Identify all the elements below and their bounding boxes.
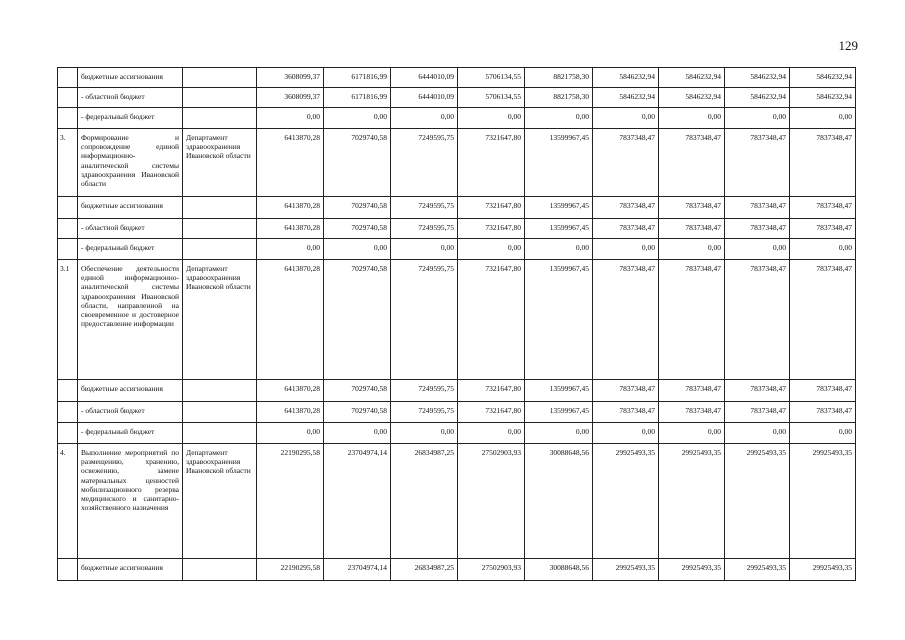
row-number-cell <box>58 219 78 239</box>
value-cell: 29925493,35 <box>790 559 856 581</box>
value-cell: 0,00 <box>659 423 725 444</box>
value-cell: 27502903,93 <box>458 444 525 559</box>
table-row <box>58 129 856 197</box>
executor-cell: Департамент здравоохранения Ивановской области <box>183 129 257 197</box>
table-row <box>58 559 856 581</box>
value-cell: 7837348,47 <box>790 402 856 423</box>
table-row <box>58 219 856 239</box>
value-cell: 23704974,14 <box>324 559 391 581</box>
value-cell: 7837348,47 <box>659 380 725 402</box>
item-name-cell: Выполнение мероприятий по размещению, хранению, освежению, замене материальных ценностей мобилизационного резерва медицинского и санитарно-хозяйственного назначения <box>78 444 183 559</box>
value-cell: 7029740,58 <box>324 129 391 197</box>
value-cell: 7837348,47 <box>593 402 659 423</box>
value-cell: 7837348,47 <box>790 219 856 239</box>
value-cell: 0,00 <box>790 108 856 129</box>
value-cell: 7837348,47 <box>790 129 856 197</box>
value-cell: 30088648,56 <box>525 559 593 581</box>
page-number: 129 <box>838 38 858 53</box>
value-cell: 0,00 <box>725 423 790 444</box>
value-cell: 7029740,58 <box>324 197 391 219</box>
value-cell: 7837348,47 <box>725 219 790 239</box>
executor-cell <box>183 197 257 219</box>
value-cell: 0,00 <box>593 239 659 260</box>
item-name-cell: бюджетные ассигнования <box>78 559 183 581</box>
value-cell: 6413870,28 <box>257 197 324 219</box>
value-cell: 7249595,75 <box>391 129 458 197</box>
table-row <box>58 88 856 108</box>
executor-cell <box>183 88 257 108</box>
value-cell: 7249595,75 <box>391 197 458 219</box>
item-name-cell: - областной бюджет <box>78 219 183 239</box>
item-name-cell: - федеральный бюджет <box>78 239 183 260</box>
value-cell: 0,00 <box>525 108 593 129</box>
value-cell: 7837348,47 <box>659 197 725 219</box>
value-cell: 0,00 <box>659 108 725 129</box>
value-cell: 6413870,28 <box>257 260 324 380</box>
value-cell: 7837348,47 <box>725 380 790 402</box>
value-cell: 0,00 <box>725 239 790 260</box>
table-row <box>58 239 856 260</box>
value-cell: 13599967,45 <box>525 260 593 380</box>
row-number-cell <box>58 423 78 444</box>
table-row <box>58 423 856 444</box>
value-cell: 13599967,45 <box>525 380 593 402</box>
value-cell: 7249595,75 <box>391 219 458 239</box>
value-cell: 7321647,80 <box>458 219 525 239</box>
row-number-cell <box>58 88 78 108</box>
value-cell: 7029740,58 <box>324 219 391 239</box>
budget-table <box>57 67 856 581</box>
value-cell: 5846232,94 <box>659 68 725 88</box>
executor-cell <box>183 239 257 260</box>
value-cell: 0,00 <box>324 423 391 444</box>
executor-cell <box>183 108 257 129</box>
value-cell: 0,00 <box>525 239 593 260</box>
value-cell: 0,00 <box>525 423 593 444</box>
value-cell: 5846232,94 <box>790 88 856 108</box>
value-cell: 0,00 <box>659 239 725 260</box>
value-cell: 7837348,47 <box>593 260 659 380</box>
table-row <box>58 260 856 380</box>
value-cell: 7029740,58 <box>324 260 391 380</box>
item-name-cell: бюджетные ассигнования <box>78 197 183 219</box>
value-cell: 29925493,35 <box>659 559 725 581</box>
executor-cell <box>183 402 257 423</box>
row-number-cell <box>58 239 78 260</box>
row-number-cell <box>58 380 78 402</box>
table-row <box>58 108 856 129</box>
table-row <box>58 380 856 402</box>
value-cell: 7837348,47 <box>725 402 790 423</box>
table-row <box>58 68 856 88</box>
value-cell: 6444010,09 <box>391 88 458 108</box>
row-number-cell: 4. <box>58 444 78 559</box>
value-cell: 7837348,47 <box>725 129 790 197</box>
table-row <box>58 197 856 219</box>
item-name-cell: Обеспечение деятельности единой информационно-аналитической системы здравоохранения Ивановской области, направленной на своевременное и достоверное предоставление информации <box>78 260 183 380</box>
value-cell: 7029740,58 <box>324 402 391 423</box>
value-cell: 5706134,55 <box>458 68 525 88</box>
executor-cell <box>183 68 257 88</box>
value-cell: 6171816,99 <box>324 88 391 108</box>
item-name-cell: - областной бюджет <box>78 402 183 423</box>
value-cell: 5846232,94 <box>725 88 790 108</box>
value-cell: 13599967,45 <box>525 219 593 239</box>
value-cell: 7837348,47 <box>593 219 659 239</box>
value-cell: 29925493,35 <box>725 559 790 581</box>
value-cell: 26834987,25 <box>391 559 458 581</box>
value-cell: 29925493,35 <box>725 444 790 559</box>
value-cell: 6413870,28 <box>257 219 324 239</box>
value-cell: 7249595,75 <box>391 260 458 380</box>
value-cell: 7837348,47 <box>790 380 856 402</box>
item-name-cell: - федеральный бюджет <box>78 423 183 444</box>
value-cell: 0,00 <box>458 108 525 129</box>
value-cell: 7837348,47 <box>593 129 659 197</box>
value-cell: 7321647,80 <box>458 197 525 219</box>
value-cell: 26834987,25 <box>391 444 458 559</box>
item-name-cell: бюджетные ассигнования <box>78 68 183 88</box>
value-cell: 7837348,47 <box>659 219 725 239</box>
value-cell: 29925493,35 <box>659 444 725 559</box>
value-cell: 7837348,47 <box>659 260 725 380</box>
value-cell: 7837348,47 <box>790 197 856 219</box>
item-name-cell: Формирование и сопровождение единой информационно-аналитической системы здравоохранения Ивановской области <box>78 129 183 197</box>
executor-cell: Департамент здравоохранения Ивановской области <box>183 444 257 559</box>
value-cell: 0,00 <box>324 239 391 260</box>
row-number-cell: 3.1 <box>58 260 78 380</box>
value-cell: 0,00 <box>790 239 856 260</box>
row-number-cell: 3. <box>58 129 78 197</box>
row-number-cell <box>58 68 78 88</box>
value-cell: 5846232,94 <box>593 68 659 88</box>
value-cell: 0,00 <box>790 423 856 444</box>
value-cell: 13599967,45 <box>525 129 593 197</box>
table-row <box>58 402 856 423</box>
value-cell: 7321647,80 <box>458 402 525 423</box>
value-cell: 6413870,28 <box>257 402 324 423</box>
value-cell: 0,00 <box>257 423 324 444</box>
value-cell: 7249595,75 <box>391 402 458 423</box>
value-cell: 6413870,28 <box>257 380 324 402</box>
value-cell: 8821758,30 <box>525 88 593 108</box>
value-cell: 7321647,80 <box>458 260 525 380</box>
value-cell: 22190295,58 <box>257 444 324 559</box>
value-cell: 0,00 <box>391 239 458 260</box>
value-cell: 13599967,45 <box>525 197 593 219</box>
value-cell: 23704974,14 <box>324 444 391 559</box>
value-cell: 30088648,56 <box>525 444 593 559</box>
value-cell: 5706134,55 <box>458 88 525 108</box>
row-number-cell <box>58 108 78 129</box>
value-cell: 0,00 <box>593 108 659 129</box>
row-number-cell <box>58 402 78 423</box>
item-name-cell: - областной бюджет <box>78 88 183 108</box>
item-name-cell: бюджетные ассигнования <box>78 380 183 402</box>
value-cell: 3608099,37 <box>257 68 324 88</box>
value-cell: 27502903,93 <box>458 559 525 581</box>
value-cell: 6413870,28 <box>257 129 324 197</box>
item-name-cell: - федеральный бюджет <box>78 108 183 129</box>
value-cell: 7837348,47 <box>593 197 659 219</box>
value-cell: 0,00 <box>593 423 659 444</box>
value-cell: 0,00 <box>257 108 324 129</box>
value-cell: 7837348,47 <box>790 260 856 380</box>
value-cell: 7321647,80 <box>458 129 525 197</box>
value-cell: 29925493,35 <box>790 444 856 559</box>
executor-cell: Департамент здравоохранения Ивановской области <box>183 260 257 380</box>
value-cell: 7249595,75 <box>391 380 458 402</box>
value-cell: 5846232,94 <box>790 68 856 88</box>
value-cell: 0,00 <box>391 108 458 129</box>
value-cell: 0,00 <box>458 423 525 444</box>
value-cell: 5846232,94 <box>725 68 790 88</box>
value-cell: 7837348,47 <box>659 129 725 197</box>
executor-cell <box>183 219 257 239</box>
value-cell: 6171816,99 <box>324 68 391 88</box>
value-cell: 0,00 <box>391 423 458 444</box>
value-cell: 0,00 <box>458 239 525 260</box>
value-cell: 0,00 <box>324 108 391 129</box>
value-cell: 29925493,35 <box>593 444 659 559</box>
value-cell: 3608099,37 <box>257 88 324 108</box>
table-row <box>58 444 856 559</box>
value-cell: 7321647,80 <box>458 380 525 402</box>
value-cell: 7837348,47 <box>725 197 790 219</box>
row-number-cell <box>58 559 78 581</box>
value-cell: 8821758,30 <box>525 68 593 88</box>
row-number-cell <box>58 197 78 219</box>
value-cell: 7837348,47 <box>593 380 659 402</box>
value-cell: 6444010,09 <box>391 68 458 88</box>
value-cell: 7837348,47 <box>659 402 725 423</box>
executor-cell <box>183 380 257 402</box>
value-cell: 22190295,58 <box>257 559 324 581</box>
value-cell: 0,00 <box>725 108 790 129</box>
value-cell: 13599967,45 <box>525 402 593 423</box>
value-cell: 5846232,94 <box>659 88 725 108</box>
executor-cell <box>183 559 257 581</box>
value-cell: 7029740,58 <box>324 380 391 402</box>
value-cell: 29925493,35 <box>593 559 659 581</box>
value-cell: 0,00 <box>257 239 324 260</box>
value-cell: 7837348,47 <box>725 260 790 380</box>
value-cell: 5846232,94 <box>593 88 659 108</box>
executor-cell <box>183 423 257 444</box>
